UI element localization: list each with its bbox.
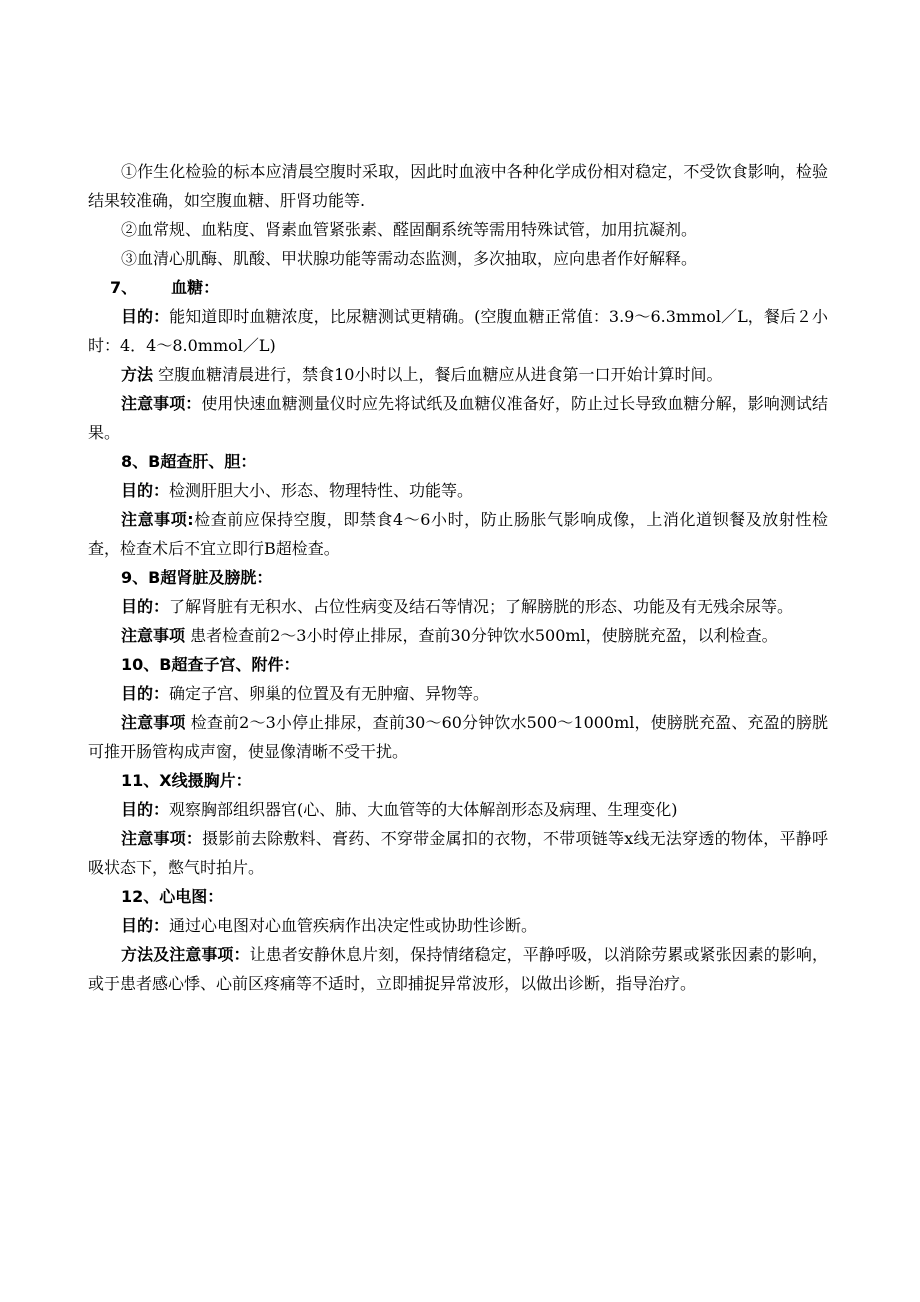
- section-11-purpose: [88, 795, 828, 824]
- section-7-purpose: [88, 302, 828, 360]
- purpose-text: 确定子宫、卵巢的位置及有无肿瘤、异物等。: [169, 684, 490, 703]
- note-label: 注意事项：: [121, 829, 203, 848]
- section-9-purpose: [88, 592, 828, 621]
- method-text: 空腹血糖清晨进行，禁食10小时以上，餐后血糖应从进食第一口开始计算时间。: [158, 365, 723, 384]
- purpose-text: 了解肾脏有无积水、占位性病变及结石等情况；了解膀胱的形态、功能及有无残余尿等。: [169, 597, 794, 616]
- note-text: 检查前2～3小停止排尿，查前30～60分钟饮水500～1000ml，使膀胱充盈、充盈的膀胱可推开肠管构成声窗，使显像清晰不受干扰。: [88, 713, 828, 761]
- note-text: 使用快速血糖测量仪时应先将试纸及血糖仪准备好，防止过长导致血糖分解，影响测试结果。: [88, 394, 828, 442]
- section-11-note: [88, 824, 828, 882]
- note-text: 患者检查前2～3小时停止排尿，查前30分钟饮水500ml，使膀胱充盈，以利检查。: [190, 626, 778, 645]
- section-9-heading: 9、B超肾脏及膀胱：: [121, 568, 273, 587]
- section-10-purpose: [88, 679, 828, 708]
- section-10-heading: 10、B超查子宫、附件：: [121, 655, 300, 674]
- section-12-heading: 12、心电图：: [121, 887, 224, 906]
- section-12-purpose: [88, 911, 828, 940]
- note-label: 注意事项: [121, 626, 186, 645]
- purpose-label: 目的：: [121, 481, 170, 500]
- note-text: 摄影前去除敷料、膏药、不穿带金属扣的衣物，不带项链等x线无法穿透的物体，平静呼吸状态下，憋气时拍片。: [88, 829, 828, 877]
- note-label: 注意事项:: [121, 510, 194, 529]
- purpose-label: 目的：: [121, 307, 170, 326]
- section-8-note: [88, 505, 828, 563]
- note-label: 注意事项: [121, 713, 186, 732]
- section-7-note: [88, 389, 828, 447]
- method-label: 方法: [121, 365, 154, 384]
- section-7-number: 7、: [110, 278, 138, 297]
- note-3: ③血清心肌酶、肌酸、甲状腺功能等需动态监测，多次抽取，应向患者作好解释。: [121, 249, 698, 268]
- section-8-heading: 8、B超查肝、胆：: [121, 452, 257, 471]
- purpose-text: 检测肝胆大小、形态、物理特性、功能等。: [169, 481, 474, 500]
- purpose-label: 目的：: [121, 597, 170, 616]
- section-7-title: 血糖：: [171, 278, 220, 297]
- note-1: ①作生化检验的标本应清晨空腹时采取，因此时血液中各种化学成份相对稳定，不受饮食影响，检验结果较准确，如空腹血糖、肝肾功能等.: [88, 162, 828, 210]
- section-9-note: [88, 621, 828, 650]
- note-text: 让患者安静休息片刻，保持情绪稳定，平静呼吸，以消除劳累或紧张因素的影响，或于患者感心悸、心前区疼痛等不适时，立即捕捉异常波形，以做出诊断，指导治疗。: [88, 945, 828, 993]
- note-text: 检查前应保持空腹，即禁食4～6小时，防止肠胀气影响成像，上消化道钡餐及放射性检查，检查术后不宜立即行B超检查。: [88, 510, 828, 558]
- section-7-method: [88, 360, 828, 389]
- section-11-heading: 11、X线摄胸片：: [121, 771, 252, 790]
- document-page: [88, 157, 828, 998]
- purpose-label: 目的：: [121, 916, 170, 935]
- purpose-text: 观察胸部组织器官(心、肺、大血管等的大体解剖形态及病理、生理变化): [169, 800, 678, 819]
- purpose-text: 能知道即时血糖浓度，比尿糖测试更精确。(空腹血糖正常值：3.9～6.3mmol／L，餐后２小时：4．4～8.0mmol／L): [88, 307, 828, 355]
- section-12-note: [88, 940, 828, 998]
- purpose-text: 通过心电图对心血管疾病作出决定性或协助性诊断。: [169, 916, 538, 935]
- purpose-label: 目的：: [121, 800, 170, 819]
- section-7-heading: [88, 273, 828, 302]
- note-label: 方法及注意事项：: [121, 945, 250, 964]
- note-label: 注意事项：: [121, 394, 202, 413]
- purpose-label: 目的：: [121, 684, 170, 703]
- section-10-note: [88, 708, 828, 766]
- note-2: ②血常规、血粘度、肾素血管紧张素、醛固酮系统等需用特殊试管，加用抗凝剂。: [121, 220, 698, 239]
- section-8-purpose: [88, 476, 828, 505]
